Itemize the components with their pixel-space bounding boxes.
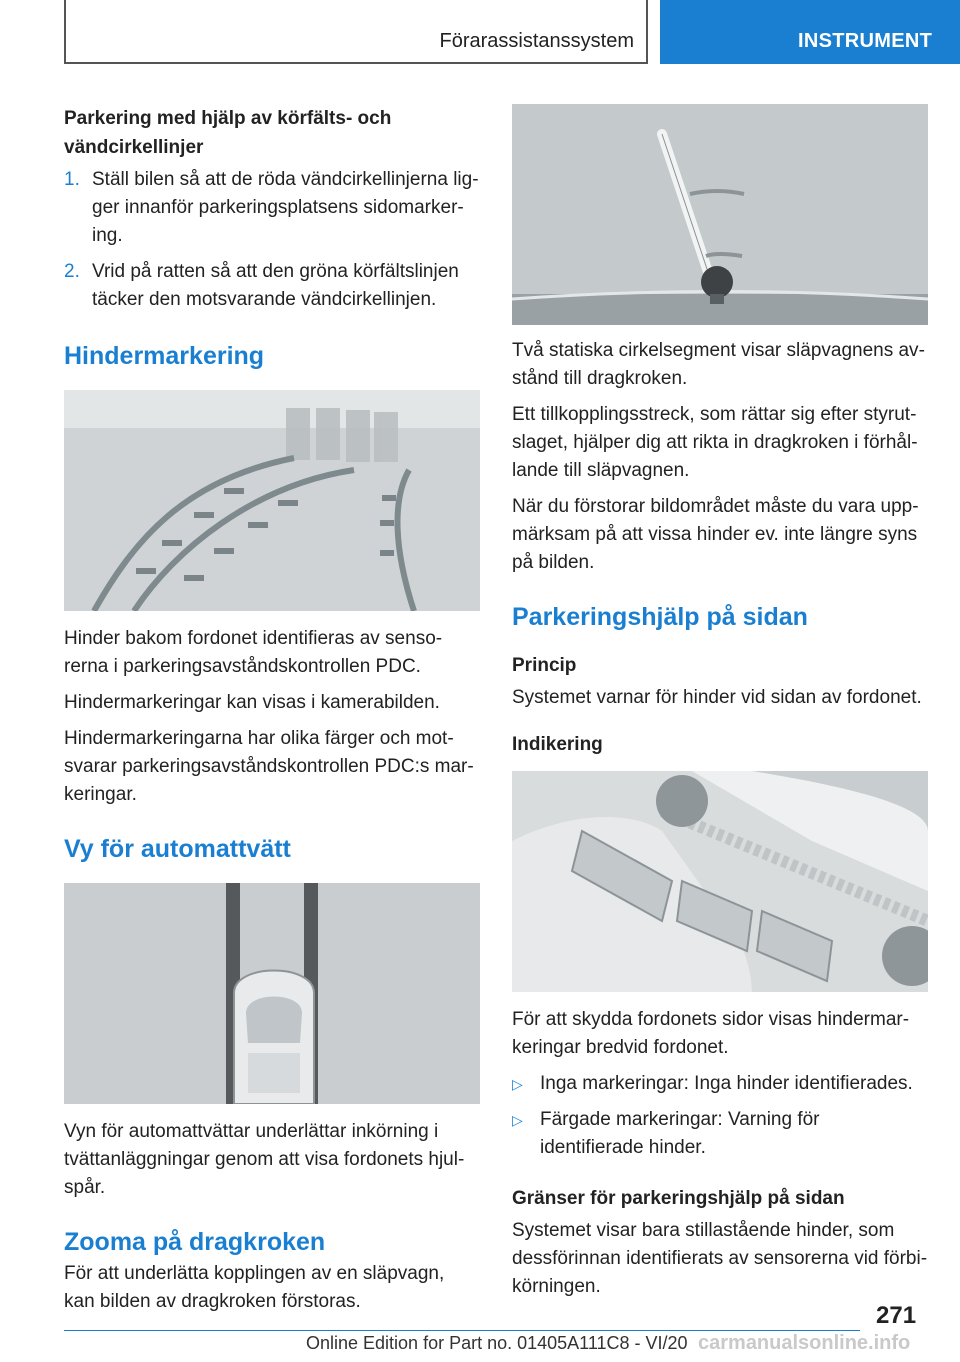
subheading-parking-lines: Parkering med hjälp av körfälts- och vändcirkellinjer <box>64 108 392 158</box>
header-section-box <box>64 0 648 64</box>
step-item <box>64 166 480 250</box>
paragraph: Ett tillkopplingsstreck, som rättar sig efter styrutslaget, hjälper dig att rikta in dragkroken i förhållande till släpvagnen. <box>512 404 918 481</box>
paragraph: När du förstorar bildområdet måste du vara uppmärksam på att vissa hinder ev. inte längre syns på bilden. <box>512 496 919 573</box>
chapter-tab <box>660 0 960 64</box>
heading-zooma: Zooma på dragkroken <box>64 1228 326 1256</box>
paragraph: Systemet visar bara stillastående hinder, som dessförinnan identifierats av sensorerna vid förbikörningen. <box>512 1220 928 1297</box>
paragraph: Hinder bakom fordonet identifieras av sensorerna i parkeringsavståndskontrollen PDC. <box>64 628 443 677</box>
figure-obstacle-marking <box>64 390 480 611</box>
figure-car-wash-view <box>64 883 480 1104</box>
triangle-bullet-icon: ▷ <box>512 1076 523 1092</box>
heading-hindermarkering: Hindermarkering <box>64 342 265 370</box>
heading-side-parking: Parkeringshjälp på sidan <box>512 603 808 631</box>
paragraph: Två statiska cirkelsegment visar släpvagnens avstånd till dragkroken. <box>512 340 925 389</box>
paragraph: För att skydda fordonets sidor visas hindermarkeringar bredvid fordonet. <box>512 1009 910 1058</box>
chapter-title: INSTRUMENT <box>798 30 933 52</box>
step-item <box>64 258 480 314</box>
paragraph: Hindermarkeringar kan visas i kamerabilden. <box>64 692 440 713</box>
bullet-text: Inga markeringar: Inga hinder identifierades. <box>540 1073 913 1094</box>
subheading-indikering: Indikering <box>512 734 603 755</box>
subheading-princip: Princip <box>512 655 577 676</box>
bullet-text: Färgade markeringar: Varning för identifierade hinder. <box>540 1109 820 1158</box>
paragraph: För att underlätta kopplingen av en släpvagn, kan bilden av dragkroken förstoras. <box>64 1263 445 1312</box>
heading-automattvatt: Vy för automattvätt <box>64 835 291 863</box>
step-number: 1. <box>64 169 80 190</box>
footer-divider <box>64 1330 860 1331</box>
subheading-granser: Gränser för parkeringshjälp på sidan <box>512 1188 845 1209</box>
paragraph: Systemet varnar för hinder vid sidan av fordonet. <box>512 687 922 708</box>
step-text: Ställ bilen så att de röda vändcirkellinjerna ligger innanför parkeringsplatsens sidomarkering. <box>92 169 479 246</box>
step-text: Vrid på ratten så att den gröna körfältslinjen täcker den motsvarande vändcirkellinjen. <box>92 261 459 310</box>
watermark: carmanualsonline.info <box>698 1332 911 1354</box>
paragraph: Vyn för automattvättar underlättar inkörning i tvättanläggningar genom att visa fordonets hjulspår. <box>64 1121 465 1198</box>
left-column <box>64 104 480 1324</box>
footer-edition: Online Edition for Part no. 01405A111C8 - VI/20 <box>306 1333 688 1353</box>
figure-tow-hitch-zoom <box>512 104 928 325</box>
step-number: 2. <box>64 261 80 282</box>
bullet-item <box>512 1070 928 1098</box>
bullet-item <box>512 1106 928 1162</box>
page-number: 271 <box>876 1302 917 1329</box>
section-title: Förarassistanssystem <box>439 30 634 52</box>
right-column <box>512 104 928 1309</box>
figure-side-indication <box>512 771 928 992</box>
paragraph: Hindermarkeringarna har olika färger och motsvarar parkeringsavståndskontrollen PDC:s markeringar. <box>64 728 474 805</box>
triangle-bullet-icon: ▷ <box>512 1112 523 1128</box>
